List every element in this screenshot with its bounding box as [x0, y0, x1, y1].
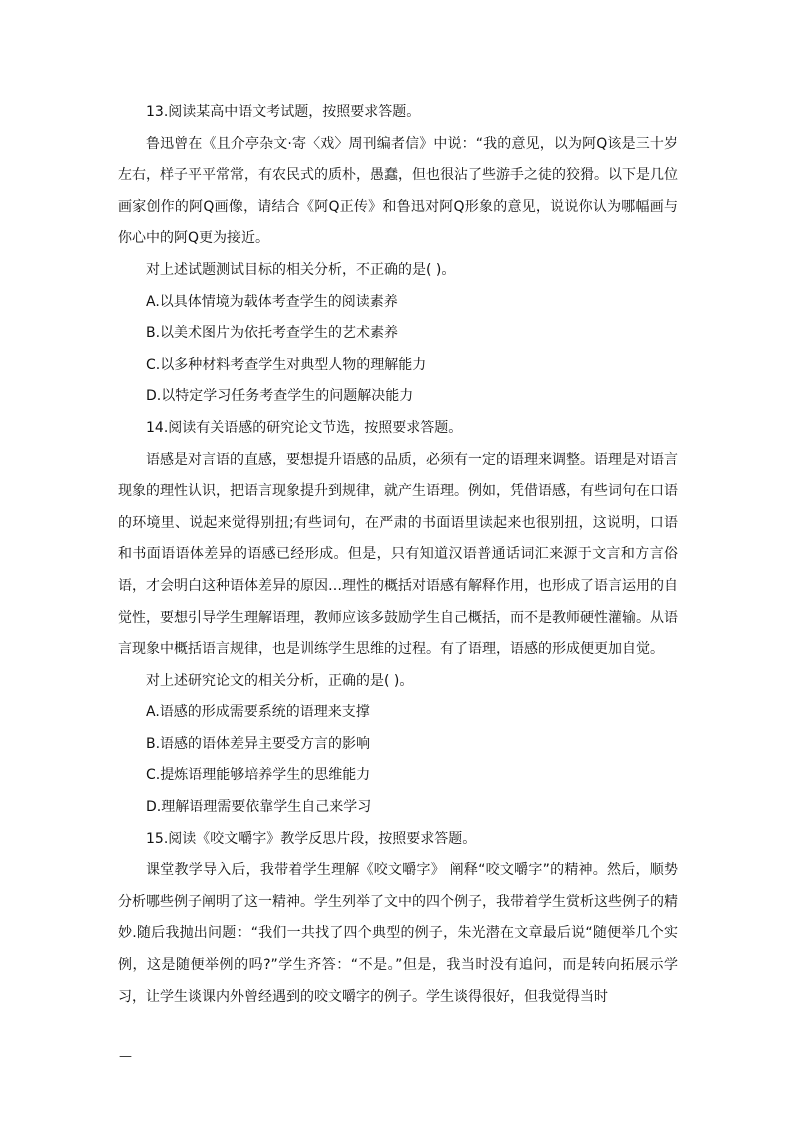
q13-passage: 鲁迅曾在《且介亭杂文·寄〈戏〉周刊编者信》中说：“我的意见，以为阿Q该是三十岁左右，样子平平常常，有农民式的质朴，愚蠢，但也很沾了些游手之徒的狡猾。以下是几位画家创作的阿Q画像，请结合《阿Q正传》和鲁迅对阿Q形象的意见，说说你认为哪幅画与你心中的阿Q更为接近。: [118, 135, 678, 247]
q14-question: 对上述研究论文的相关分析，正确的是( )。: [146, 672, 414, 689]
page-footer-mark: —: [119, 1049, 132, 1064]
q13-option-a: A.以具体情境为载体考查学生的阅读素养: [146, 293, 398, 310]
q14-option-a: A.语感的形成需要系统的语理来支撑: [146, 704, 370, 721]
q14-heading: 14.阅读有关语感的研究论文节选，按照要求答题。: [146, 419, 463, 436]
q13-heading: 13.阅读某高中语文考试题，按照要求答题。: [146, 104, 421, 120]
q13-option-d: D.以特定学习任务考查学生的问题解决能力: [146, 388, 414, 405]
q13-option-c: C.以多种材料考查学生对典型人物的理解能力: [146, 356, 427, 373]
q15-passage: 课堂教学导入后，我带着学生理解《咬文嚼字》 阐释“咬文嚼字”的精神。然后，顺势分析哪些例子阐明了这一精神。学生列举了文中的四个例子，我带着学生赏析这些例子的精妙.随后我抛出问题：“我们一共找了四个典型的例子，朱光潜在文章最后说“随便举几个实例，这是随便举例的吗?”学生齐答：“不是。”但是，我当时没有追问，而是转向拓展示学习，让学生谈课内外曾经遇到的咬文嚼字的例子。学生谈得很好，但我觉得当时: [118, 862, 678, 1005]
q13-question: 对上述试题测试目标的相关分析，不正确的是( )。: [146, 261, 456, 278]
q14-option-d: D.理解语理需要依靠学生自己来学习: [146, 799, 372, 816]
q14-option-b: B.语感的语体差异主要受方言的影响: [146, 735, 371, 752]
document-body: [118, 97, 678, 1013]
q14-passage: 语感是对言语的直感，要想提升语感的品质，必须有一定的语理来调整。语理是对语言现象的理性认识，把语言现象提升到规律，就产生语理。例如，凭借语感，有些词句在口语的环境里、说起来觉得别扭;有些词句，在严肃的书面语里读起来也很别扭，这说明，口语和书面语语体差异的语感已经形成。但是，只有知道汉语普通话词汇来源于文言和方言俗语，才会明白这种语体差异的原因…理性的概括对语感有解释作用，也形成了语言运用的自觉性，要想引导学生理解语理，教师应该多鼓励学生自己概括，而不是教师硬性灌输。从语言现象中概括语言规律，也是训练学生思维的过程。有了语理，语感的形成便更加自觉。: [118, 451, 678, 658]
q13-option-b: B.以美术图片为依托考查学生的艺术素养: [146, 325, 399, 342]
q14-option-c: C.提炼语理能够培养学生的思维能力: [146, 767, 371, 784]
q15-heading: 15.阅读《咬文嚼字》教学反思片段，按照要求答题。: [146, 830, 477, 847]
